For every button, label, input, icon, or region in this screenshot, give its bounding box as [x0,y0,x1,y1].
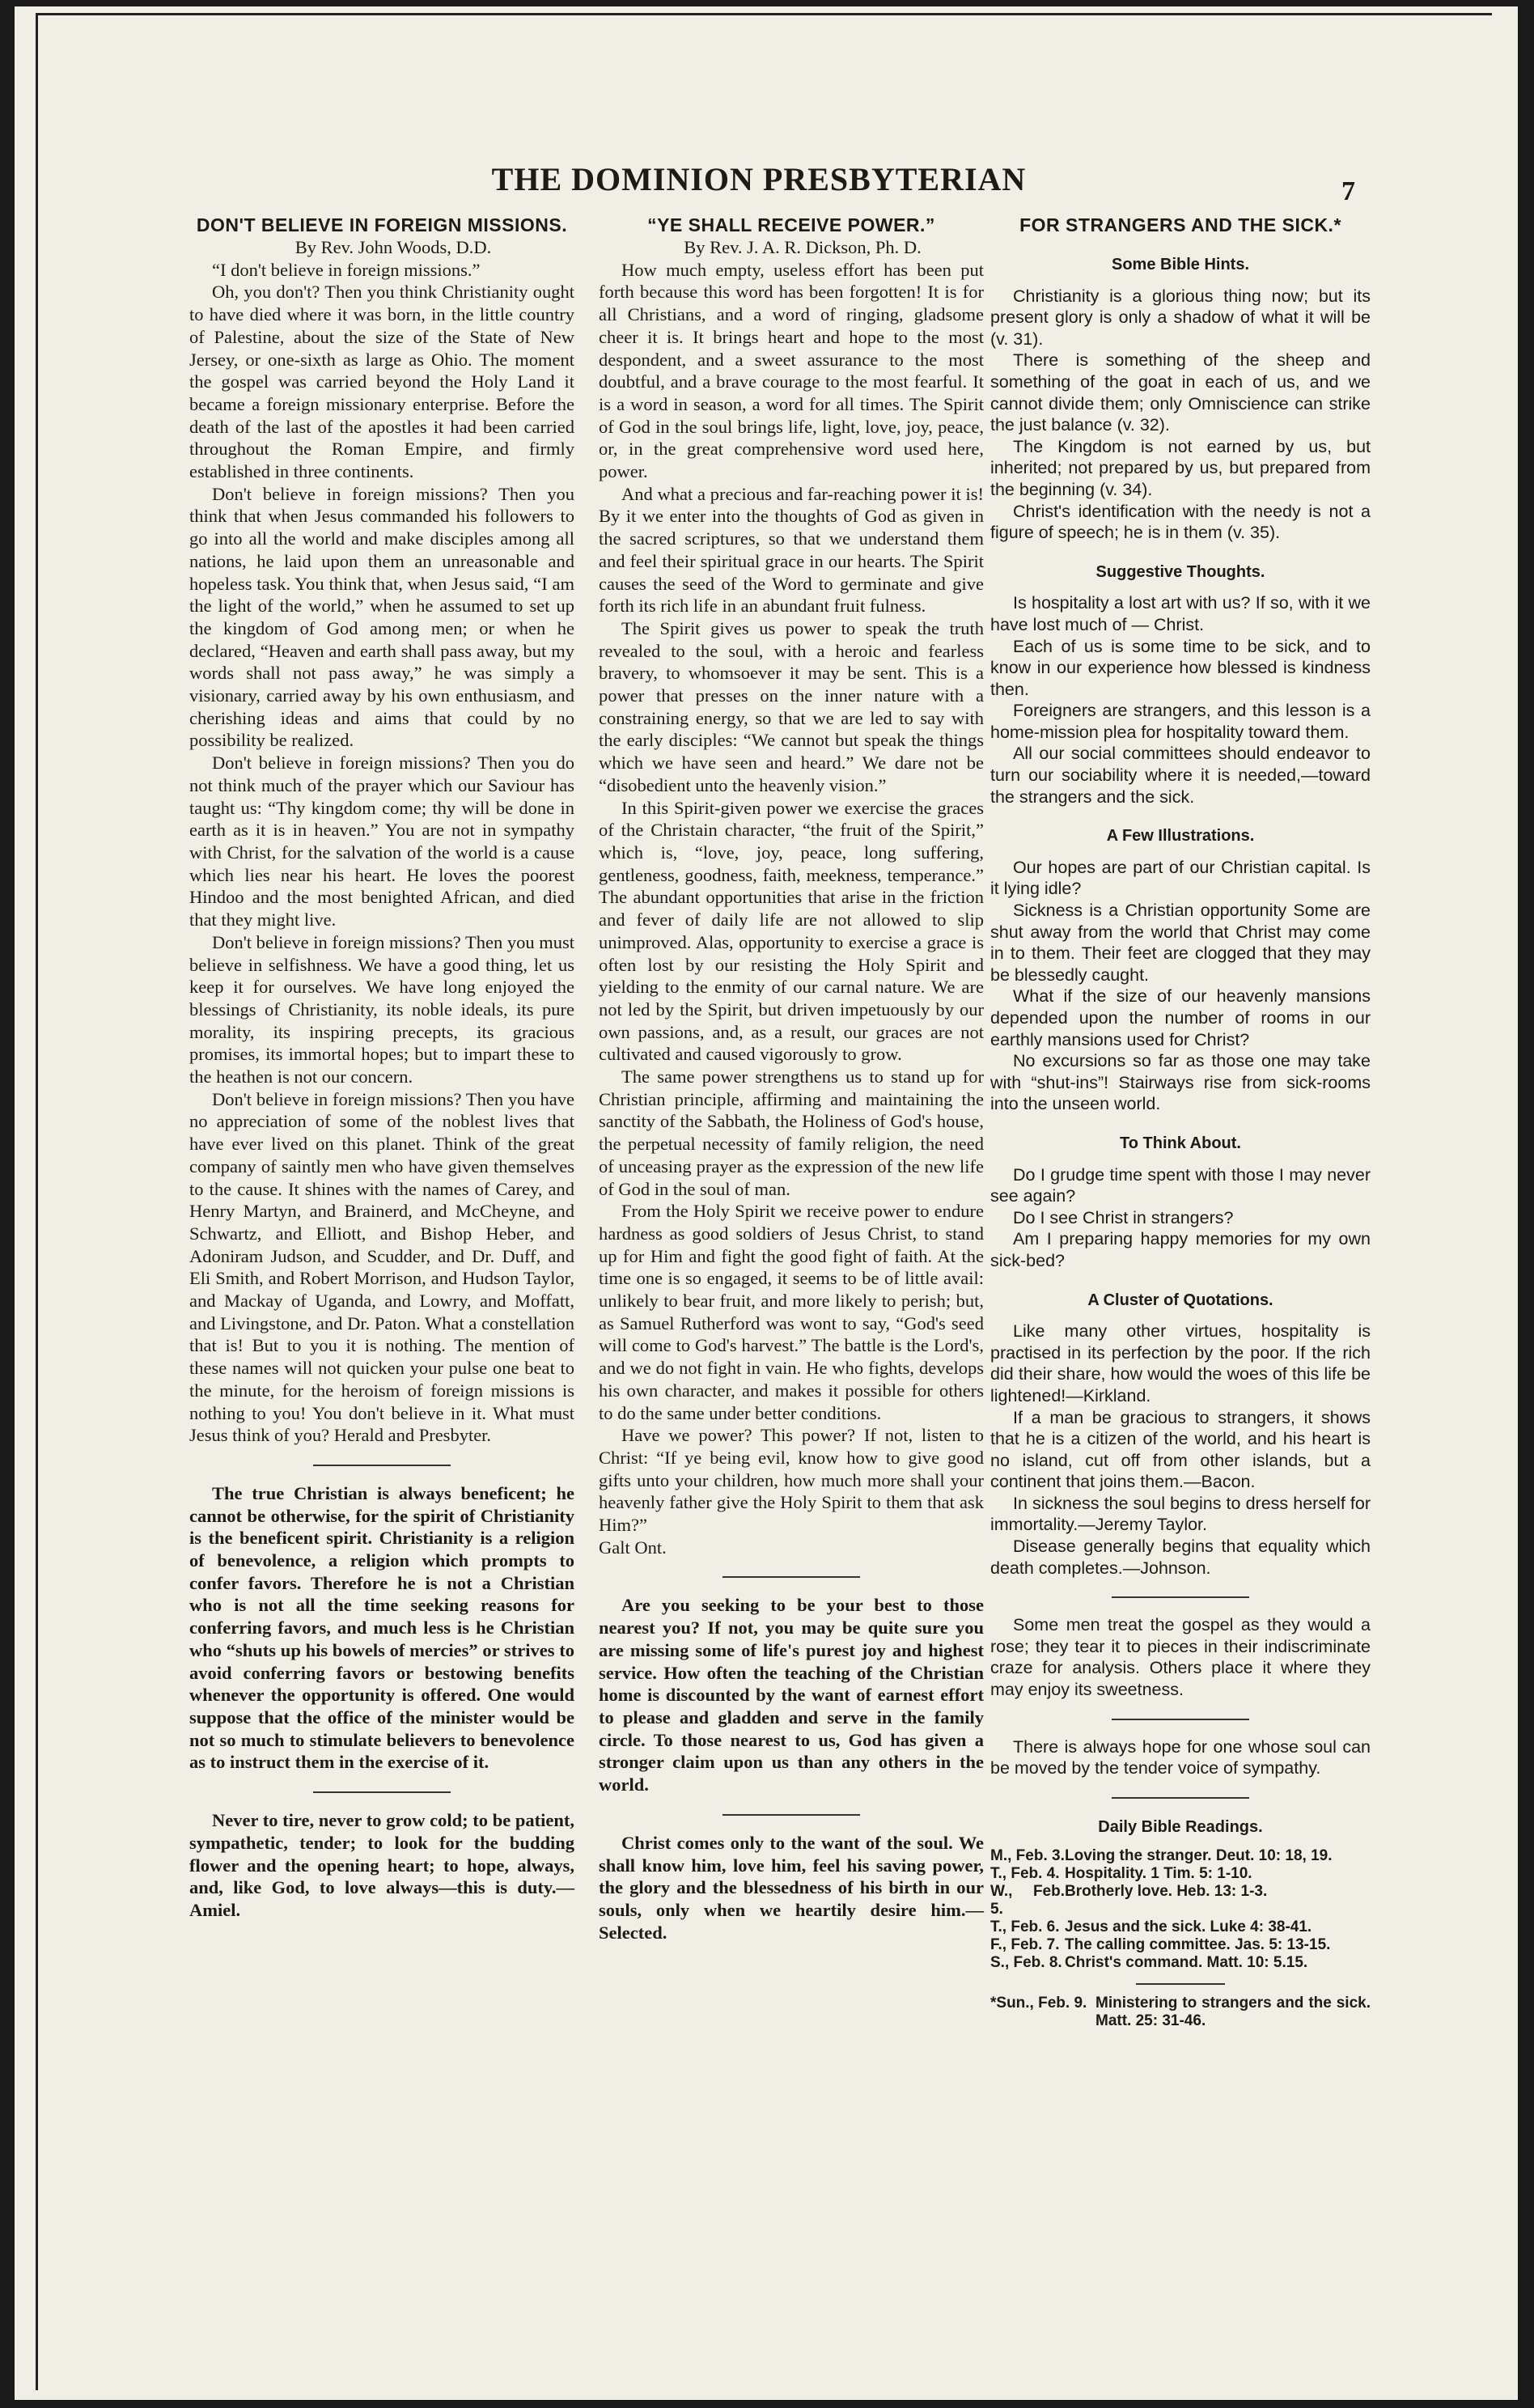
paragraph: From the Holy Spirit we receive power to endure hardness as good soldiers of Jesus Christ, to stand up for Him and fight the good fight of faith. At the time one is so engaged, it seems to be of little avail: unlikely to bear fruit, and more likely to perish; but, as Samuel Rutherford was wont to say, “God's seed will come to God's harvest.” The battle is the Lord's, and we do not fight in vain. He who fights, develops his own character, and makes it possible for others to do the same under better conditions. [599,1201,984,1423]
paragraph: Christ's identification with the needy is not a figure of speech; he is in them (v. 35). [990,501,1371,543]
paragraph: Don't believe in foreign missions? Then you must believe in selfishness. We have a good thing, let us keep it for ourselves. We have long enjoyed the blessings of Christianity, its noble ideals, its pure morality, its inspiring precepts, its gracious promises, its immortal hopes; but to impart these to the heathen is not our concern. [189,931,574,1087]
column-2 [599,214,984,1944]
subheading-think: To Think About. [1120,1134,1241,1152]
paragraph: If a man be gracious to strangers, it shows that he is a citizen of the world, and his heart is no island, cut off from other islands, but a continent that joins them.—Bacon. [990,1407,1371,1492]
divider [1112,1596,1249,1598]
subheading-thoughts: Suggestive Thoughts. [1095,562,1265,581]
paragraph: Like many other virtues, hospitality is practised in its perfection by the poor. If the rich did their share, how would the woes of this life be lightened!—Kirkland. [990,1321,1371,1405]
paragraph: The Kingdom is not earned by us, but inherited; not prepared by us, but prepared from the beginning (v. 34). [990,436,1371,499]
subheading-illustrations: A Few Illustrations. [1106,827,1255,846]
paragraph: Foreigners are strangers, and this lesson is a home-mission plea for hospitality toward them. [990,701,1371,742]
article-title-missions: DON'T BELIEVE IN FOREIGN MISSIONS. [196,214,568,235]
byline-dickson: By Rev. J. A. R. Dickson, Ph. D. [684,237,922,257]
paragraph: Christ comes only to the want of the soul. We shall know him, love him, feel his saving power, the glory and the blessedness of his birth in our souls, only when we heartily desire him.—Selected. [599,1832,984,1943]
newspaper-page [15,6,1518,2400]
subheading-quotations: A Cluster of Quotations. [1087,1291,1273,1309]
subheading-hints: Some Bible Hints. [1111,256,1250,273]
divider [313,1465,451,1466]
divider [1112,1719,1249,1720]
paragraph: Never to tire, never to grow cold; to be patient, sympathetic, tender; to look for the budding flower and the opening heart; to hope, always, and, like God, to love always—this is duty.—Amiel. [189,1810,574,1920]
paragraph: The Spirit gives us power to speak the truth revealed to the soul, with a heroic and fearless bravery, to whomsoever it may be sent. This is a power that presses on the inner nature with a constraining energy, so that we are led to say with the early disciples: “We cannot but speak the things which we have seen and heard.” We dare not be “disobedient unto the heavenly vision.” [599,617,984,795]
paragraph: What if the size of our heavenly mansions depended upon the number of rooms in our earthly mansions used for Christ? [990,986,1371,1049]
item-amiel [189,1809,574,1922]
divider [1136,1983,1225,1985]
paragraph: Oh, you don't? Then you think Christianity ought to have died where it was born, in the little country of Palestine, about the size of the State of New Jersey, or one-sixth as large as Ohio. The moment the gospel was carried beyond the Holy Land it became a foreign missionary enterprise. Before the death of the last of the apostles it had been carried throughout the Roman Empire, and firmly established in three continents. [189,282,574,482]
reading-row: S., Feb. 8. Christ's command. Matt. 10: 5.15. [990,1954,1308,1972]
paragraph: Some men treat the gospel as they would a rose; they tear it to pieces in their indiscriminate craze for analysis. Others place it where they may enjoy its sweetness. [990,1615,1371,1700]
paragraph: Are you seeking to be your best to those nearest you? If not, you may be quite sure you are missing some of life's purest joy and highest service. How often the teaching of the Christian home is discounted by the want of earnest effort to please and gladden and serve in the family circle. To those nearest to us, God has given a stronger claim upon us than any others in the world. [599,1595,984,1795]
paragraph: No excursions so far as those one may take with “shut-ins”! Stairways rise from sick-rooms into the unseen world. [990,1051,1371,1114]
paragraph: Our hopes are part of our Christian capital. Is it lying idle? [990,857,1371,899]
item-beneficent [189,1482,574,1774]
reading-row: T., Feb. 6. Jesus and the sick. Luke 4: 38-41. [990,1918,1312,1936]
column-1 [189,214,574,1922]
daily-readings-list [990,1847,1371,2030]
paragraph: Is hospitality a lost art with us? If so, with it we have lost much of — Christ. [990,593,1371,634]
paragraph: In sickness the soul begins to dress herself for immortality.—Jeremy Taylor. [990,1493,1371,1535]
page-number: 7 [1341,176,1355,206]
subheading-readings: Daily Bible Readings. [1098,1817,1263,1836]
paragraph: Disease generally begins that equality which death completes.—Johnson. [990,1537,1371,1578]
paragraph: Sickness is a Christian opportunity Some are shut away from the world that Christ may come in to them. Their feet are clogged that they may be blessedly caught. [990,901,1371,985]
divider [723,1814,860,1816]
paragraph: All our social committees should endeavor to turn our sociability where it is needed,—toward the strangers and the sick. [990,744,1371,807]
divider [1112,1797,1249,1799]
paragraph: There is something of the sheep and something of the goat in each of us, and we cannot divide them; only Omniscience can strike the just balance (v. 32). [990,350,1371,435]
reading-row-sunday: *Sun., Feb. 9. Ministering to strangers and the sick. Matt. 25: 31-46. [990,1995,1371,2030]
paragraph: Don't believe in foreign missions? Then you have no appreciation of some of the noblest lives that have ever lived on this planet. Think of the great company of saintly men who have given themselves to the cause. It shines with the names of Carey, and Henry Martyn, and Brainerd, and McCheyne, and Schwartz, and Elliott, and Bishop Heber, and Adoniram Judson, and Scudder, and Dr. Duff, and Eli Smith, and Robert Morrison, and Hudson Taylor, and Mackay of Uganda, and Lowry, and Moffatt, and Livingstone, and Dr. Paton. What a constellation that is! But to you it is nothing. The mention of these names will not quicken your pulse one beat to the minute, for the heroism of foreign missions is nothing to you! You don't believe in it. What must Jesus think of you? Herald and Presbyter. [189,1088,574,1446]
paragraph: Each of us is some time to be sick, and to know in our experience how blessed is kindness then. [990,636,1371,699]
paragraph: Don't believe in foreign missions? Then you think that when Jesus commanded his followers to go into all the world and make disciples among all nations, he laid upon them an unreasonable and hopeless task. You think that, when Jesus said, “I am the light of the world,” when he assumed to set up the kingdom of God among men; or when he declared, “Heaven and earth shall pass away, but my words shall not pass away,” he was simply a visionary, carried away by his own enthusiasm, and cherishing ideas and aims that could by no possibility be realized. [189,483,574,751]
paragraph: And what a precious and far-reaching power it is! By it we enter into the thoughts of God as given in the sacred scriptures, so that we understand them and feel their spiritual grace in our hearts. The Spirit causes the seed of the Word to germinate and give forth its rich life in an abundant fruit fulness. [599,483,984,617]
paragraph: How much empty, useless effort has been put forth because this word has been forgotten! It is for all Christians, and a word of ringing, gladsome cheer it is. It brings heart and hope to the most despondent, and a sweet assurance to the most doubtful, and a brave courage to the most fearful. It is a word in season, a word for all times. The Spirit of God in the soul brings life, light, love, joy, peace, or, in the great comprehensive word used here, power. [599,259,984,482]
paragraph: Do I grudge time spent with those I may never see again? [990,1164,1371,1206]
paragraph: There is always hope for one whose soul can be moved by the tender voice of sympathy. [990,1736,1371,1778]
reading-row: M., Feb. 3. Loving the stranger. Deut. 10: 18, 19. [990,1847,1333,1865]
reading-row: F., Feb. 7. The calling committee. Jas. 5: 13-15. [990,1936,1331,1954]
masthead: THE DOMINION PRESBYTERIAN [491,161,1027,197]
signoff: Galt Ont. [599,1537,667,1558]
item-nearest [599,1594,984,1795]
paragraph: Am I preparing happy memories for my own sick-bed? [990,1229,1371,1270]
paragraph: In this Spirit-given power we exercise the graces of the Christain character, “the fruit of the Spirit,” which is, “love, joy, peace, long suffering, gentleness, goodness, faith, meekness, temperance.” The abundant opportunities that arise in the friction and fever of daily life are not allowed to slip unimproved. Alas, opportunity to exercise a grace is often lost by our resisting the Holy Spirit and yielding to the enmity of our carnal nature. We are not led by the Spirit, but driven impetuously by our own passions, and, as a result, our graces are not cultivated and caused vigorously to grow. [599,797,984,1065]
paragraph: Christianity is a glorious thing now; but its present glory is only a shadow of what it will be (v. 31). [990,286,1371,349]
paragraph: “I don't believe in foreign missions.” [212,259,481,280]
paragraph: Have we power? This power? If not, listen to Christ: “If ye being evil, know how to give good gifts unto your children, how much more shall your heavenly father give the Holy Spirit to them that ask Him?” [599,1425,984,1536]
column-3 [990,214,1371,2030]
divider [313,1791,451,1793]
reading-row: W., Feb. 5. Brotherly love. Heb. 13: 1-3. [990,1883,1268,1918]
item-christ-comes [599,1832,984,1944]
reading-row: T., Feb. 4. Hospitality. 1 Tim. 5: 1-10. [990,1865,1252,1883]
article-title-power: “YE SHALL RECEIVE POWER.” [647,214,935,235]
divider [723,1576,860,1578]
paragraph: Don't believe in foreign missions? Then you do not think much of the prayer which our Saviour has taught us: “Thy kingdom come; thy will be done in earth as it is in heaven.” You are not in sympathy with Christ, for the salvation of the world is a cause which lies near his heart. He loves the poorest Hindoo and the most benighted African, and died that they might live. [189,752,574,931]
paragraph: The same power strengthens us to stand up for Christian principle, affirming and maintaining the sanctity of the Sabbath, the Holiness of God's house, the perpetual necessity of family religion, the need of unceasing prayer as the expression of the new life of God in the soul of man. [599,1066,984,1199]
byline-woods: By Rev. John Woods, D.D. [295,237,492,257]
paragraph: The true Christian is always beneficent; he cannot be otherwise, for the spirit of Christianity is the beneficent spirit. Christianity is a religion of benevolence, a religion which prompts to confer favors. Therefore he is not a Christian who is not all the time seeking reasons for conferring favors, and much less is he Christian who “shuts up his bowels of mercies” or strives to avoid conferring favors or bestowing benefits whenever the opportunity is offered. One would suppose that the office of the minister would be not so much to stimulate believers to benevolence as to instruct them in the exercise of it. [189,1482,574,1773]
article-title-strangers: FOR STRANGERS AND THE SICK.* [1019,214,1341,235]
paragraph: Do I see Christ in strangers? [1013,1207,1234,1227]
